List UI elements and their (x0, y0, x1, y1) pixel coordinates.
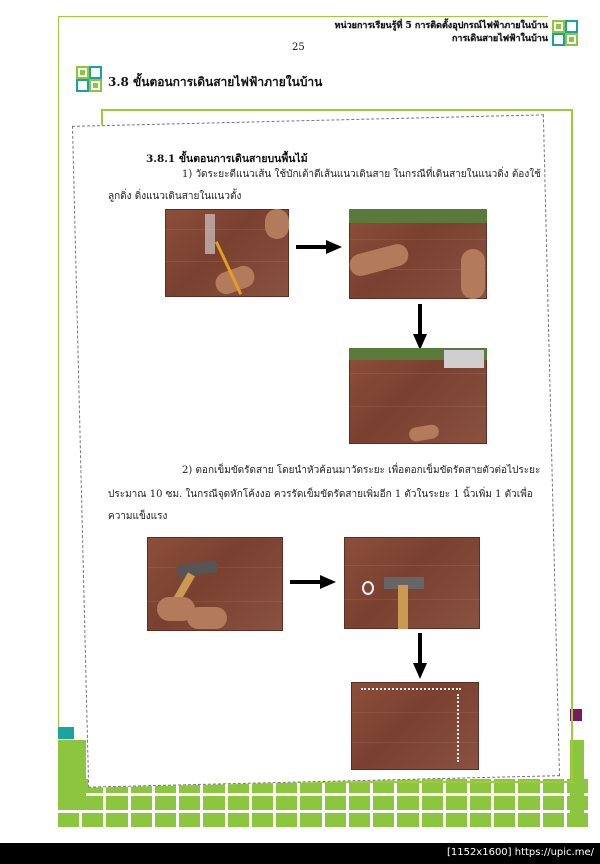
photo-clip-nail (344, 537, 480, 629)
photo-plumb-line (349, 209, 487, 299)
photo-chalk-line (349, 348, 487, 444)
step1-line1: 1) วัดระยะตีแนวเส้น ใช้บักเต้าตีเส้นแนวเดินสาย ในกรณีที่เดินสายในแนวดิ่ง ต้องใช้ (182, 169, 541, 180)
arrow-right-icon (290, 575, 336, 589)
image-host-footer (0, 843, 600, 864)
subsection-title: 3.8.1 ขั้นตอนการเดินสายบนพื้นไม้ (146, 153, 308, 165)
step2-line3: ความแข็งแรง (108, 511, 168, 522)
section-title: 3.8 ขั้นตอนการเดินสายไฟฟ้าภายในบ้าน (108, 75, 323, 89)
arrow-down-icon (413, 304, 427, 350)
footer-text: [1152x1600] https://upic.me/ (446, 847, 594, 858)
step1-line2: ลูกดิ่ง ดิ่งแนวเดินสายในแนวตั้ง (108, 191, 242, 202)
header-line-1: หน่วยการเรียนรู้ที่ 5 การติดตั้งอุปกรณ์ไฟฟ้าภายในบ้าน (334, 21, 548, 31)
step2-line2: ประมาณ 10 ซม. ในกรณีจุดหักโค้งงอ ควรรัดเข็มขัดรัดสายเพิ่มอีก 1 ตัวในระยะ 1 นิ้วเพิ่ม 1 ตัวเพื่อ (108, 489, 533, 500)
arrow-down-icon (413, 633, 427, 679)
page-number: 25 (292, 42, 305, 53)
photo-clips-installed (351, 682, 479, 770)
step2-line1: 2) ตอกเข็มขัดรัดสาย โดยนำหัวค้อนมาวัดระยะ เพื่อตอกเข็มขัดรัดสายตัวต่อไประยะ (182, 465, 541, 476)
header-line-2: การเดินสายไฟฟ้าในบ้าน (451, 34, 548, 44)
arrow-right-icon (296, 240, 342, 254)
photo-hammer-measure (147, 537, 283, 631)
photo-marking-line (165, 209, 289, 297)
